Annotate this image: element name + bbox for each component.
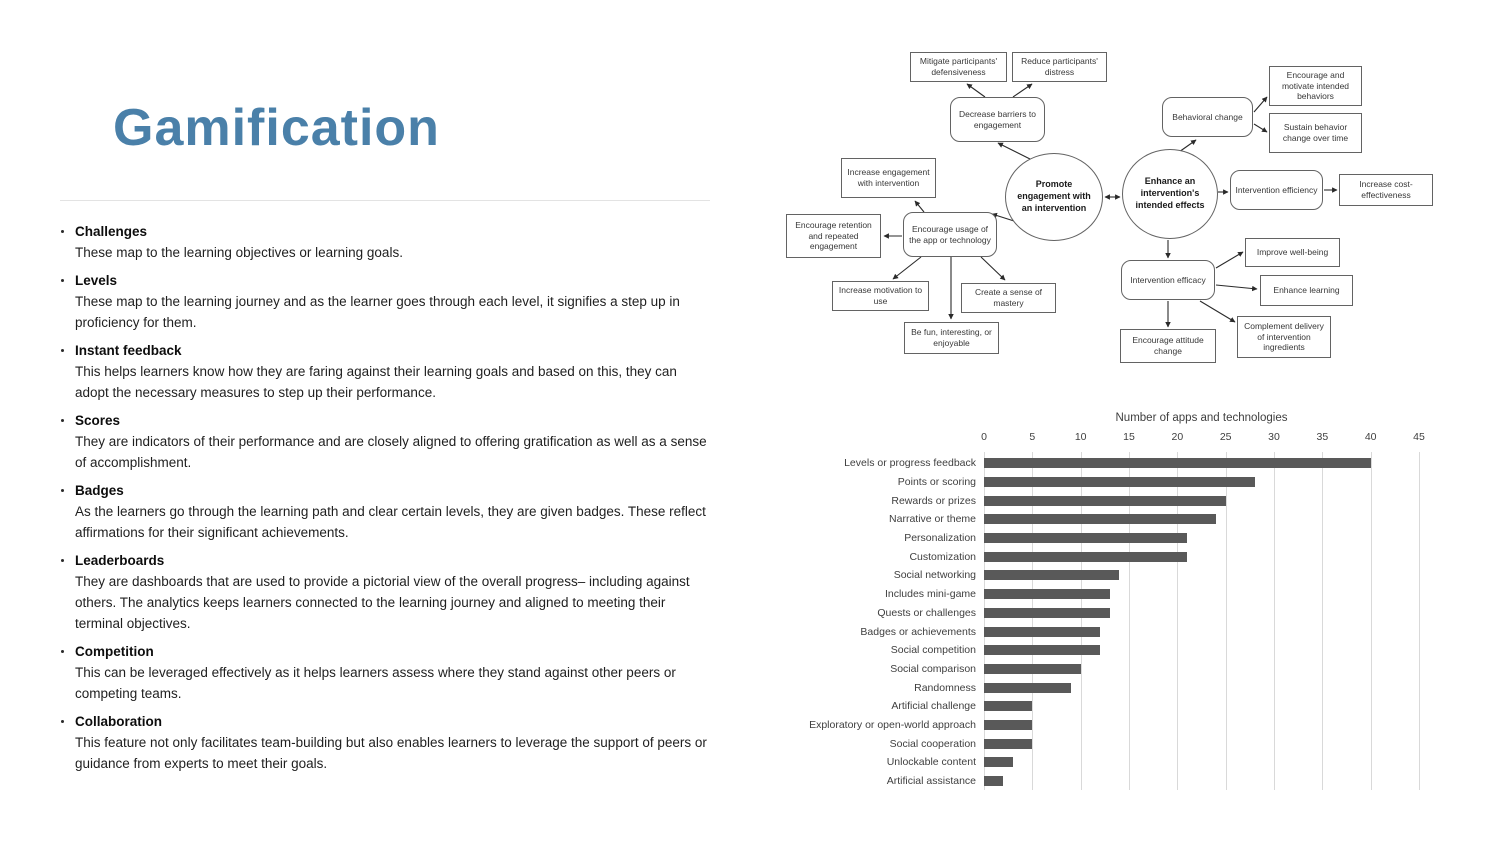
bar-category-label: Quests or challenges — [877, 606, 976, 619]
x-tick-label: 15 — [1123, 431, 1135, 443]
bar-row — [790, 660, 1450, 679]
bar-row — [790, 697, 1450, 716]
bar — [984, 701, 1032, 711]
bar-category-label: Social networking — [893, 569, 976, 582]
diagram-node-decrease-barriers: Decrease barriers to engagement — [950, 97, 1045, 142]
bar-category-label: Social cooperation — [889, 737, 976, 750]
bar-rows — [790, 454, 1450, 790]
x-tick-label: 30 — [1268, 431, 1280, 443]
bar-category-label: Exploratory or open-world approach — [809, 718, 976, 731]
bar-track — [984, 496, 1450, 506]
bar — [984, 664, 1081, 674]
diagram-node-increase-engagement: Increase engagement with intervention — [841, 158, 936, 198]
bar-category-label: Points or scoring — [897, 476, 976, 489]
feature-text: They are indicators of their performance and are closely aligned to offering gratification as well as a sense of accomplishment. — [75, 434, 707, 470]
bar — [984, 627, 1100, 637]
bar-row — [790, 641, 1450, 660]
bar — [984, 533, 1187, 543]
bar — [984, 589, 1110, 599]
bar — [984, 477, 1255, 487]
bar-category-label: Artificial challenge — [891, 700, 976, 713]
bar-category-label: Randomness — [914, 681, 976, 694]
bar-row — [790, 585, 1450, 604]
diagram-node-sustain-behavior: Sustain behavior change over time — [1269, 113, 1362, 153]
bar — [984, 552, 1187, 562]
diagram-node-encourage-motivate: Encourage and motivate intended behaviors — [1269, 66, 1362, 106]
divider-line — [60, 200, 710, 201]
bar-track — [984, 720, 1450, 730]
bar-row — [790, 510, 1450, 529]
x-tick-label: 20 — [1171, 431, 1184, 443]
diagram-node-intervention-efficacy: Intervention efficacy — [1121, 260, 1215, 300]
bar-track — [984, 757, 1450, 767]
list-item — [60, 711, 712, 774]
list-item — [60, 480, 712, 543]
intervention-flow-diagram — [780, 40, 1440, 375]
arrow — [1200, 301, 1235, 322]
diagram-node-intervention-efficiency: Intervention efficiency — [1230, 170, 1323, 210]
bar-track — [984, 627, 1450, 637]
bar-track — [984, 477, 1450, 487]
diagram-node-improve-wellbeing: Improve well-being — [1245, 238, 1340, 267]
bar-track — [984, 514, 1450, 524]
bar — [984, 683, 1071, 693]
feature-text: This can be leveraged effectively as it helps learners assess where they stand against other peers or competing teams. — [75, 665, 676, 701]
bar-track — [984, 776, 1450, 786]
diagram-node-enhance-effects: Enhance an intervention's intended effects — [1122, 149, 1218, 239]
bar-category-label: Artificial assistance — [886, 775, 976, 788]
x-tick-label: 40 — [1364, 431, 1377, 443]
diagram-node-enhance-learning: Enhance learning — [1260, 275, 1353, 306]
x-tick-label: 10 — [1074, 431, 1087, 443]
bar-category-label: Unlockable content — [886, 756, 976, 769]
arrow — [1013, 84, 1032, 97]
diagram-node-reduce-distress: Reduce participants' distress — [1012, 52, 1107, 82]
bar — [984, 757, 1013, 767]
x-ticks — [790, 431, 1450, 445]
x-tick-label: 0 — [981, 431, 987, 443]
diagram-node-encourage-attitude: Encourage attitude change — [1120, 329, 1216, 363]
feature-text: This feature not only facilitates team-building but also enables learners to leverage the support of peers or guidance from experts to meet their goals. — [75, 735, 707, 771]
diagram-node-mitigate-defensiveness: Mitigate participants' defensiveness — [910, 52, 1007, 82]
bar-row — [790, 604, 1450, 623]
diagram-node-be-fun: Be fun, interesting, or enjoyable — [904, 322, 999, 354]
bar — [984, 496, 1226, 506]
bar-category-label: Social competition — [890, 644, 976, 657]
arrow — [967, 84, 985, 97]
bar-track — [984, 739, 1450, 749]
feature-label: Badges — [75, 483, 124, 498]
feature-label: Competition — [75, 644, 154, 659]
feature-list — [60, 221, 712, 781]
bar-track — [984, 645, 1450, 655]
arrow — [1216, 252, 1243, 268]
x-tick-label: 5 — [1029, 431, 1036, 443]
bar-row — [790, 473, 1450, 492]
bar — [984, 570, 1119, 580]
bar — [984, 608, 1110, 618]
arrow — [981, 257, 1005, 280]
diagram-node-behavioral-change: Behavioral change — [1162, 97, 1253, 137]
diagram-node-increase-motivation: Increase motivation to use — [832, 281, 929, 311]
bar-track — [984, 664, 1450, 674]
list-item — [60, 550, 712, 634]
x-tick-label: 45 — [1413, 431, 1425, 443]
bar-row — [790, 622, 1450, 641]
bar — [984, 739, 1032, 749]
bar-row — [790, 566, 1450, 585]
bar-category-label: Social comparison — [890, 662, 976, 675]
bar-row — [790, 734, 1450, 753]
bar-track — [984, 570, 1450, 580]
bar — [984, 776, 1003, 786]
bar-row — [790, 716, 1450, 735]
feature-label: Leaderboards — [75, 553, 165, 568]
page-title: Gamification — [113, 99, 440, 157]
feature-text: These map to the learning journey and as the learner goes through each level, it signifies a step up in proficiency for them. — [75, 294, 680, 330]
diagram-node-increase-cost-effectiveness: Increase cost-effectiveness — [1339, 174, 1433, 206]
feature-label: Collaboration — [75, 714, 162, 729]
bar-track — [984, 683, 1450, 693]
bar-track — [984, 701, 1450, 711]
feature-text: This helps learners know how they are faring against their learning goals and based on this, they can adopt the necessary measures to step up their performance. — [75, 364, 677, 400]
feature-label: Levels — [75, 273, 118, 288]
bar-row — [790, 529, 1450, 548]
bar-row — [790, 454, 1450, 473]
bar-row — [790, 547, 1450, 566]
arrow — [1254, 124, 1267, 132]
apps-technologies-bar-chart — [790, 408, 1450, 808]
diagram-node-complement-delivery: Complement delivery of intervention ingredients — [1237, 316, 1331, 358]
bar-category-label: Levels or progress feedback — [844, 457, 976, 470]
bar-category-label: Includes mini-game — [884, 588, 976, 601]
diagram-node-promote-engagement: Promote engagement with an intervention — [1005, 153, 1103, 241]
arrow — [1254, 97, 1267, 112]
feature-text: These map to the learning objectives or learning goals. — [75, 245, 403, 260]
bar-row — [790, 753, 1450, 772]
list-item — [60, 270, 712, 333]
arrow — [998, 143, 1032, 160]
bar-category-label: Badges or achievements — [860, 625, 976, 638]
bar-track — [984, 608, 1450, 618]
chart-title: Number of apps and technologies — [1115, 412, 1288, 424]
bar-track — [984, 458, 1450, 468]
bar-category-label: Customization — [909, 550, 976, 563]
bar-category-label: Narrative or theme — [889, 513, 976, 526]
arrow — [893, 257, 921, 279]
bar-track — [984, 552, 1450, 562]
arrow — [915, 201, 924, 212]
bar — [984, 645, 1100, 655]
list-item — [60, 641, 712, 704]
bar — [984, 720, 1032, 730]
diagram-node-encourage-usage: Encourage usage of the app or technology — [903, 212, 997, 257]
list-item — [60, 340, 712, 403]
list-item — [60, 410, 712, 473]
feature-label: Instant feedback — [75, 343, 182, 358]
list-item — [60, 221, 712, 263]
arrow — [1216, 285, 1257, 289]
bar-row — [790, 491, 1450, 510]
bar-category-label: Rewards or prizes — [891, 494, 976, 507]
feature-label: Challenges — [75, 224, 148, 239]
feature-label: Scores — [75, 413, 121, 428]
bar-track — [984, 533, 1450, 543]
x-tick-label: 25 — [1219, 431, 1232, 443]
diagram-node-create-mastery: Create a sense of mastery — [961, 283, 1056, 313]
x-tick-label: 35 — [1316, 431, 1329, 443]
bar — [984, 514, 1216, 524]
feature-text: They are dashboards that are used to provide a pictorial view of the overall progress– including against others. The analytics keeps learners connected to the learning journey and aligned to meeting their terminal objectives. — [75, 574, 690, 631]
bar-category-label: Personalization — [904, 532, 976, 545]
bar-row — [790, 678, 1450, 697]
diagram-node-encourage-retention: Encourage retention and repeated engagement — [786, 214, 881, 258]
bar — [984, 458, 1371, 468]
feature-text: As the learners go through the learning path and clear certain levels, they are given badges. These reflect affirmations for their significant achievements. — [75, 504, 706, 540]
bar-row — [790, 772, 1450, 791]
bar-track — [984, 589, 1450, 599]
